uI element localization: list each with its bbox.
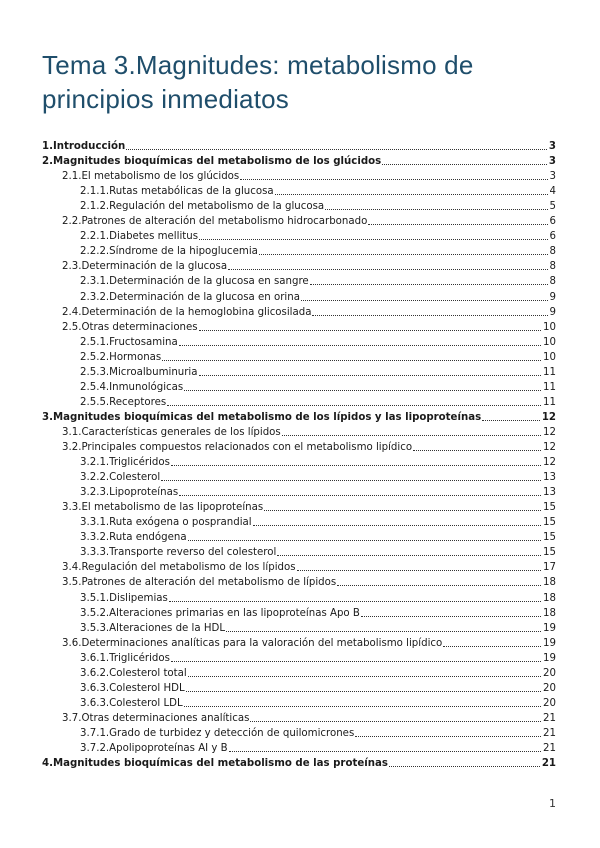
dot-leader <box>199 375 542 376</box>
toc-entry[interactable] <box>42 411 556 424</box>
toc-entry-label: 2.5.5.Receptores <box>80 396 167 408</box>
toc-entry-label: 2.1.1.Rutas metabólicas de la glucosa <box>80 186 274 198</box>
dot-leader <box>184 390 541 391</box>
toc-entry[interactable] <box>62 260 556 273</box>
toc-entry-label: 2.5.2.Hormonas <box>80 351 162 363</box>
toc-entry-label: 3.Magnitudes bioquímicas del metabolismo de los lípidos y las lipoproteínas <box>42 411 482 423</box>
toc-entry-label: 3.2.1.Triglicéridos <box>80 457 170 469</box>
dot-leader <box>184 706 541 707</box>
toc-entry[interactable] <box>80 336 556 349</box>
dot-leader <box>282 435 541 436</box>
toc-entry-label: 3.5.1.Dislipemias <box>80 592 168 604</box>
toc-entry-page: 6 <box>549 216 556 228</box>
dot-leader <box>199 330 541 331</box>
toc-entry[interactable] <box>42 140 556 153</box>
toc-entry[interactable] <box>80 245 556 258</box>
toc-entry[interactable] <box>80 682 556 695</box>
dot-leader <box>312 315 547 316</box>
dot-leader <box>443 646 541 647</box>
dot-leader <box>171 661 541 662</box>
toc-entry-label: 3.7.2.Apolipoproteínas AI y B <box>80 743 228 754</box>
toc-entry[interactable] <box>80 652 556 665</box>
dot-leader <box>368 224 547 225</box>
toc-entry-label: 3.2.Principales compuestos relacionados con el metabolismo lipídico <box>62 442 413 453</box>
toc-entry[interactable] <box>80 607 556 620</box>
toc-entry-page: 10 <box>543 336 556 348</box>
dot-leader <box>226 631 541 632</box>
dot-leader <box>389 766 540 767</box>
dot-leader <box>259 254 548 255</box>
toc-entry-page: 15 <box>543 517 556 529</box>
dot-leader <box>250 721 541 722</box>
toc-entry-page: 18 <box>543 577 556 589</box>
toc-entry-label: 2.1.El metabolismo de los glúcidos <box>62 171 240 183</box>
dot-leader <box>310 284 548 285</box>
toc-entry[interactable] <box>42 757 556 770</box>
toc-entry-page: 9 <box>549 291 556 303</box>
toc-entry-label: 1.Introducción <box>42 141 126 152</box>
dot-leader <box>126 149 547 150</box>
toc-entry[interactable] <box>62 426 556 439</box>
toc-entry-page: 12 <box>543 442 556 453</box>
toc-entry[interactable] <box>62 215 556 228</box>
toc-entry-label: 2.5.1.Fructosamina <box>80 336 178 348</box>
toc-entry-label: 3.2.3.Lipoproteínas <box>80 487 179 499</box>
toc-entry[interactable] <box>80 546 556 559</box>
toc-entry-label: 3.6.Determinaciones analíticas para la valoración del metabolismo lipídico <box>62 637 443 649</box>
toc-entry-label: 3.2.2.Colesterol <box>80 472 161 484</box>
dot-leader <box>301 300 548 301</box>
toc-entry[interactable] <box>80 230 556 243</box>
toc-entry[interactable] <box>80 396 556 409</box>
toc-entry[interactable] <box>80 351 556 364</box>
toc-entry[interactable] <box>80 486 556 499</box>
toc-entry-label: 3.7.1.Grado de turbidez y detección de quilomicrones <box>80 727 355 739</box>
page-number: 1 <box>549 797 556 810</box>
toc-entry-page: 11 <box>543 381 556 393</box>
toc-entry-page: 3 <box>549 171 556 183</box>
dot-leader <box>240 179 547 180</box>
toc-entry[interactable] <box>80 366 556 379</box>
dot-leader <box>171 465 541 466</box>
toc-entry[interactable] <box>80 275 556 288</box>
toc-entry-label: 2.3.Determinación de la glucosa <box>62 261 228 273</box>
toc-entry-page: 15 <box>543 547 556 559</box>
toc-entry[interactable] <box>80 697 556 710</box>
dot-leader <box>275 194 548 195</box>
toc-entry[interactable] <box>62 306 556 319</box>
toc-entry-label: 2.5.4.Inmunológicas <box>80 381 184 393</box>
toc-entry-page: 9 <box>549 306 556 318</box>
dot-leader <box>325 209 547 210</box>
toc-entry[interactable] <box>62 576 556 589</box>
toc-entry[interactable] <box>62 170 556 183</box>
toc-entry-page: 19 <box>543 637 556 649</box>
toc-entry-page: 18 <box>543 592 556 604</box>
toc-entry[interactable] <box>80 381 556 394</box>
toc-entry-label: 3.3.El metabolismo de las lipoproteínas <box>62 502 264 514</box>
dot-leader <box>264 510 541 511</box>
toc-entry[interactable] <box>62 501 556 514</box>
page-title: Tema 3.Magnitudes: metabolismo de principios inmediatos <box>42 50 474 114</box>
toc-entry-label: 3.1.Características generales de los lípidos <box>62 426 281 438</box>
toc-entry-label: 2.3.1.Determinación de la glucosa en sangre <box>80 276 309 288</box>
toc-entry-page: 8 <box>549 246 556 258</box>
toc-entry-page: 4 <box>549 186 556 198</box>
toc-entry-label: 4.Magnitudes bioquímicas del metabolismo de las proteínas <box>42 758 388 770</box>
toc-entry-page: 5 <box>549 201 556 213</box>
toc-entry-label: 3.3.1.Ruta exógena o posprandial <box>80 517 252 529</box>
dot-leader <box>413 450 541 451</box>
toc-entry-page: 18 <box>543 607 556 619</box>
toc-entry[interactable] <box>80 456 556 469</box>
toc-entry-page: 8 <box>549 276 556 288</box>
dot-leader <box>229 751 541 752</box>
toc-entry[interactable] <box>42 155 556 168</box>
toc-entry-page: 21 <box>543 743 556 754</box>
toc-entry-page: 13 <box>543 472 556 484</box>
toc-entry-label: 3.3.3.Transporte reverso del colesterol <box>80 547 277 559</box>
toc-entry-page: 12 <box>543 426 556 438</box>
toc-entry-page: 19 <box>543 622 556 634</box>
toc-entry-page: 11 <box>543 396 556 408</box>
dot-leader <box>382 164 547 165</box>
toc-entry-label: 2.5.3.Microalbuminuria <box>80 366 198 378</box>
toc-entry-page: 3 <box>548 141 556 152</box>
toc-entry-page: 12 <box>543 457 556 469</box>
dot-leader <box>253 525 541 526</box>
toc-entry[interactable] <box>62 321 556 334</box>
toc-entry[interactable] <box>80 516 556 529</box>
toc-entry[interactable] <box>80 200 556 213</box>
toc-entry-label: 3.6.1.Triglicéridos <box>80 652 170 664</box>
toc-entry-page: 21 <box>543 727 556 739</box>
dot-leader <box>482 420 540 421</box>
dot-leader <box>179 495 541 496</box>
toc-entry[interactable] <box>62 441 556 454</box>
dot-leader <box>179 345 541 346</box>
toc-entry-label: 3.6.2.Colesterol total <box>80 667 187 679</box>
dot-leader <box>162 360 541 361</box>
toc-entry-label: 3.6.3.Colesterol LDL <box>80 697 183 709</box>
toc-entry-page: 12 <box>541 411 556 423</box>
toc-entry-label: 3.3.2.Ruta endógena <box>80 532 187 544</box>
toc-entry-page: 10 <box>543 351 556 363</box>
toc-entry-label: 2.2.Patrones de alteración del metabolismo hidrocarbonado <box>62 216 368 228</box>
toc-entry-label: 3.5.Patrones de alteración del metabolismo de lípidos <box>62 577 337 589</box>
dot-leader <box>277 555 541 556</box>
dot-leader <box>337 585 541 586</box>
dot-leader <box>355 736 541 737</box>
toc-entry-page: 10 <box>543 321 556 333</box>
toc-entry-page: 15 <box>543 502 556 514</box>
toc-entry-page: 20 <box>543 682 556 694</box>
toc-entry-label: 2.4.Determinación de la hemoglobina glicosilada <box>62 306 312 318</box>
toc-entry[interactable] <box>80 727 556 740</box>
toc-entry[interactable] <box>62 637 556 650</box>
dot-leader <box>167 405 541 406</box>
toc-entry[interactable] <box>80 622 556 635</box>
toc-entry-label: 2.2.1.Diabetes mellitus <box>80 231 199 243</box>
toc-entry[interactable] <box>80 531 556 544</box>
toc-entry-page: 15 <box>543 532 556 544</box>
toc-entry[interactable] <box>80 471 556 484</box>
dot-leader <box>361 616 541 617</box>
toc-entry-page: 21 <box>543 712 556 724</box>
toc-entry-page: 8 <box>549 261 556 273</box>
dot-leader <box>188 676 541 677</box>
dot-leader <box>199 239 547 240</box>
toc-entry[interactable] <box>80 291 556 304</box>
toc-entry-page: 17 <box>543 562 556 574</box>
toc-entry-label: 3.6.3.Colesterol HDL <box>80 682 185 694</box>
toc-entry-page: 20 <box>543 667 556 679</box>
toc-entry[interactable] <box>80 667 556 680</box>
toc-entry-label: 3.5.2.Alteraciones primarias en las lipoproteínas Apo B <box>80 607 360 619</box>
toc-entry-label: 2.Magnitudes bioquímicas del metabolismo de los glúcidos <box>42 156 382 168</box>
dot-leader <box>169 601 541 602</box>
toc-entry-label: 3.7.Otras determinaciones analíticas <box>62 712 250 724</box>
toc-entry-label: 3.5.3.Alteraciones de la HDL <box>80 622 226 634</box>
dot-leader <box>297 570 542 571</box>
toc-entry-page: 6 <box>549 231 556 243</box>
toc-entry[interactable] <box>80 592 556 605</box>
toc-entry-page: 3 <box>548 156 556 168</box>
toc-entry[interactable] <box>62 561 556 574</box>
toc-entry-page: 20 <box>543 697 556 709</box>
toc-entry-page: 13 <box>543 487 556 499</box>
toc-entry[interactable] <box>80 185 556 198</box>
toc-entry-page: 11 <box>543 366 556 378</box>
dot-leader <box>228 269 547 270</box>
toc-entry[interactable] <box>62 712 556 725</box>
toc-entry-page: 21 <box>541 758 556 770</box>
toc-entry-label: 2.1.2.Regulación del metabolismo de la glucosa <box>80 201 325 213</box>
dot-leader <box>186 691 541 692</box>
toc-entry-page: 19 <box>543 652 556 664</box>
toc-entry[interactable] <box>80 742 556 755</box>
dot-leader <box>188 540 541 541</box>
toc-entry-label: 2.2.2.Síndrome de la hipoglucemia <box>80 246 258 258</box>
toc-entry-label: 3.4.Regulación del metabolismo de los lípidos <box>62 562 296 574</box>
dot-leader <box>161 480 541 481</box>
toc-entry-label: 2.3.2.Determinación de la glucosa en orina <box>80 291 300 303</box>
toc-entry-label: 2.5.Otras determinaciones <box>62 321 198 333</box>
